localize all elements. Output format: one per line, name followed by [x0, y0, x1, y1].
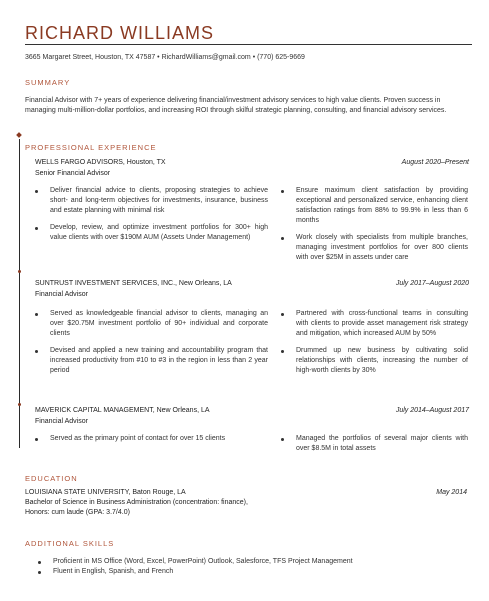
job-company: SUNTRUST INVESTMENT SERVICES, INC., New Orleans, LA	[35, 280, 232, 287]
job-right-bullets	[280, 434, 468, 461]
contact-line: 3665 Margaret Street, Houston, TX 47587 • RichardWilliams@gmail.com • (770) 625-9669	[25, 54, 305, 61]
skills-list	[37, 557, 353, 577]
experience-heading: PROFESSIONAL EXPERIENCE	[25, 143, 157, 152]
education-heading: EDUCATION	[25, 474, 78, 483]
skill-item: Proficient in MS Office (Word, Excel, PowerPoint) Outlook, Salesforce, TFS Project Management	[37, 557, 353, 567]
timeline-dot-marker	[18, 403, 21, 406]
experience-timeline	[19, 139, 20, 448]
job-title: Senior Financial Advisor	[35, 170, 111, 177]
skill-item: Fluent in English, Spanish, and French	[37, 567, 353, 577]
job-dates: July 2017–August 2020	[395, 280, 469, 287]
bullet-item: Ensure maximum client satisfaction by providing exceptional and personalized service, enhancing client satisfaction ratings from 88% to 99.9% in less than 6 months	[280, 186, 468, 226]
summary-text: Financial Advisor with 7+ years of experience delivering financial/investment advisory services to high value clients. Proven success in managing multi-million-dollar portfolios, and increasing ROI through skilful strategic planning, consulting, and financial advisory services.	[25, 97, 447, 114]
header-divider	[25, 44, 472, 45]
job-dates: August 2020–Present	[401, 159, 469, 166]
skills-heading: ADDITIONAL SKILLS	[25, 539, 115, 548]
job-company: MAVERICK CAPITAL MANAGEMENT, New Orleans, LA	[35, 407, 210, 414]
job-company: WELLS FARGO ADVISORS, Houston, TX	[35, 159, 166, 166]
bullet-item: Develop, review, and optimize investment portfolios for 300+ high value clients with over $190M AUM (Assets Under Management)	[34, 223, 268, 243]
summary-heading: SUMMARY	[25, 78, 71, 87]
job-title: Financial Advisor	[35, 418, 88, 425]
job-right-bullets	[280, 309, 468, 383]
job-left-bullets	[34, 186, 268, 250]
bullet-item: Drummed up new business by cultivating solid relationships with clients, increasing the number of high-worth clients by 30%	[280, 346, 468, 376]
bullet-item: Devised and applied a new training and accountability program that increased productivity from #10 to #3 in the region in less than 2 year period	[34, 346, 268, 376]
bullet-item: Partnered with cross-functional teams in consulting with clients to provide asset management risk strategy and mitigation, which increased AUM by 50%	[280, 309, 468, 339]
education-honors: Honors: cum laude (GPA: 3.7/4.0)	[25, 509, 130, 516]
timeline-diamond-marker	[16, 132, 22, 138]
education-school: LOUISIANA STATE UNIVERSITY, Baton Rouge, LA	[25, 489, 186, 496]
bullet-item: Managed the portfolios of several major clients with over $8.5M in total assets	[280, 434, 468, 454]
bullet-item: Served as the primary point of contact for over 15 clients	[34, 434, 268, 444]
bullet-item: Work closely with specialists from multiple branches, managing investment portfolios for over 800 clients with over $25M in assets under care	[280, 233, 468, 263]
timeline-dot-marker	[18, 270, 21, 273]
job-right-bullets	[280, 186, 468, 270]
bullet-item: Served as knowledgeable financial advisor to clients, managing an over $20.75M investment portfolio of 90+ individual and corporate clients	[34, 309, 268, 339]
education-date: May 2014	[436, 489, 467, 496]
job-left-bullets	[34, 309, 268, 383]
bullet-item: Deliver financial advice to clients, proposing strategies to achieve short- and long-term objectives for investments, insurance, business and estate planning with minimal risk	[34, 186, 268, 216]
job-dates: July 2014–August 2017	[395, 407, 469, 414]
education-degree: Bachelor of Science in Business Administration (concentration: finance),	[25, 499, 248, 506]
candidate-name: RICHARD WILLIAMS	[25, 23, 215, 43]
job-title: Financial Advisor	[35, 291, 88, 298]
job-left-bullets	[34, 434, 268, 451]
